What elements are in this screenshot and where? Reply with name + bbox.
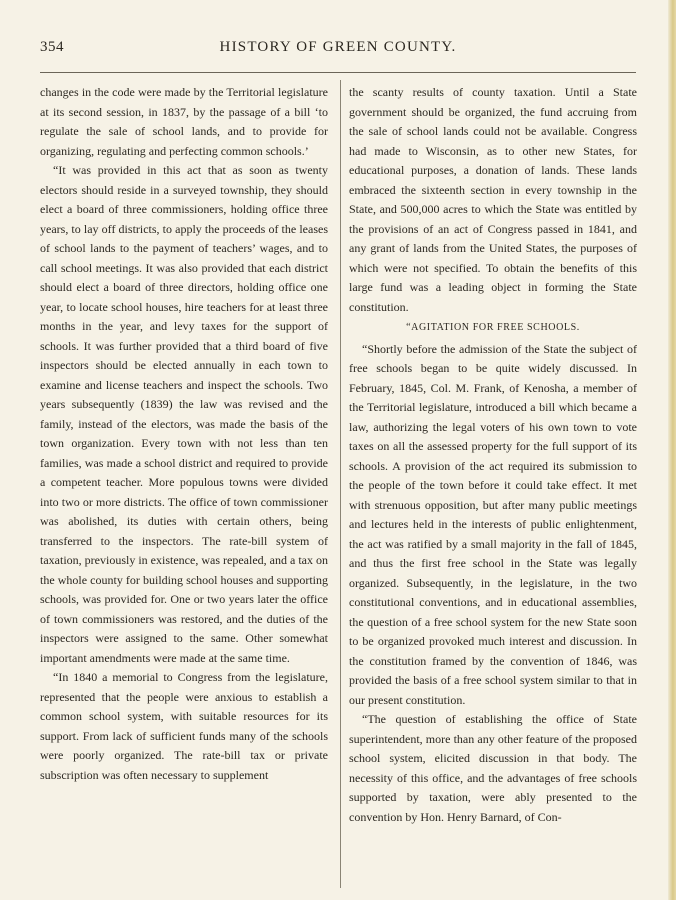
- header-rule: [40, 72, 636, 73]
- paragraph: “The question of establishing the office of State superintendent, more than any other feature of the proposed school system, elicited discussion in that body. The necessity of this office, and the advantages of free schools supported by taxation, were ably presented to the convention by Hon. Henry Barnard, of Con-: [349, 712, 637, 824]
- page-number: 354: [40, 39, 64, 55]
- paragraph: changes in the code were made by the Territorial legislature at its second session, in 1837, by the passage of a bill ‘to regulate the sale of school lands, and to provide for organizing, regulating and perfecting common schools.’: [40, 85, 328, 158]
- running-title: HISTORY OF GREEN COUNTY.: [219, 39, 457, 55]
- paragraph: the scanty results of county taxation. Until a State government should be organized, the fund accruing from the sale of school lands could not be available. Congress had made to Wisconsin, as to other new States, for educational purposes, a donation of lands. These lands embraced the sixteenth section in every township in the State, and 500,000 acres to which the State was entitled by the provisions of an act of Congress passed in 1841, and any grant of lands from the United States, the purposes of which were not specified. To obtain the benefits of this large fund was a leading object in forming the State constitution.: [349, 85, 637, 314]
- paragraph: “It was provided in this act that as soon as twenty electors should reside in a surveyed township, they should elect a board of three commissioners, holding office three years, to lay off districts, to apply the proceeds of the leases of school lands to the payment of teachers’ wages, and to call school meetings. It was also provided that each district should elect a board of three directors, holding office one year, to locate school houses, hire teachers for at least three months in the year, and levy taxes for the support of schools. It was further provided that a third board of five inspectors should be elected annually in each town to examine and license teachers and inspect the schools. Two years subsequently (1839) the law was revised and the family, instead of the electors, was made the basis of the town organization. Every town with not less than ten families, was made a school district and required to provide a competent teacher. More populous towns were divided into two or more districts. The office of town commissioner was abolished, its duties with certain others, being transferred to the inspectors. The rate-bill system of taxation, previously in existence, was repealed, and a tax on the whole county for building school houses and supporting schools, was provided for. One or two years later the office of town commissioners was restored, and the duties of the inspectors were assigned to the same. Other somewhat important amendments were made at the same time.: [40, 163, 328, 665]
- page-edge: [668, 0, 676, 900]
- column-divider: [340, 80, 341, 888]
- left-column: [40, 83, 328, 785]
- right-column: [349, 83, 637, 827]
- paragraph: “Shortly before the admission of the State the subject of free schools began to be quite widely discussed. In February, 1845, Col. M. Frank, of Kenosha, a member of the Territorial legislature, introduced a bill which became a law, authorizing the legal voters of his own town to vote taxes on all the assessed property for the full support of its schools. A provision of the act required its submission to the people of the town before it could take effect. It met with strenuous opposition, but after many public meetings and lectures held in the interests of public enlightenment, the act was ratified by a small majority in the fall of 1845, and thus the first free school in the State was legally organized. Subsequently, in the legislature, in the two constitutional conventions, and in educational assemblies, the question of a free school system for the new State soon to be organized provoked much interest and discussion. In the constitution framed by the convention of 1846, was provided the basis of a free school system similar to that in our present constitution.: [349, 341, 637, 707]
- section-subheading: “AGITATION FOR FREE SCHOOLS.: [406, 322, 580, 333]
- paragraph: “In 1840 a memorial to Congress from the legislature, represented that the people were anxious to establish a common school system, with suitable resources for its support. From lack of sufficient funds many of the schools were poorly organized. The rate-bill tax or private subscription was often necessary to supplement: [40, 670, 328, 782]
